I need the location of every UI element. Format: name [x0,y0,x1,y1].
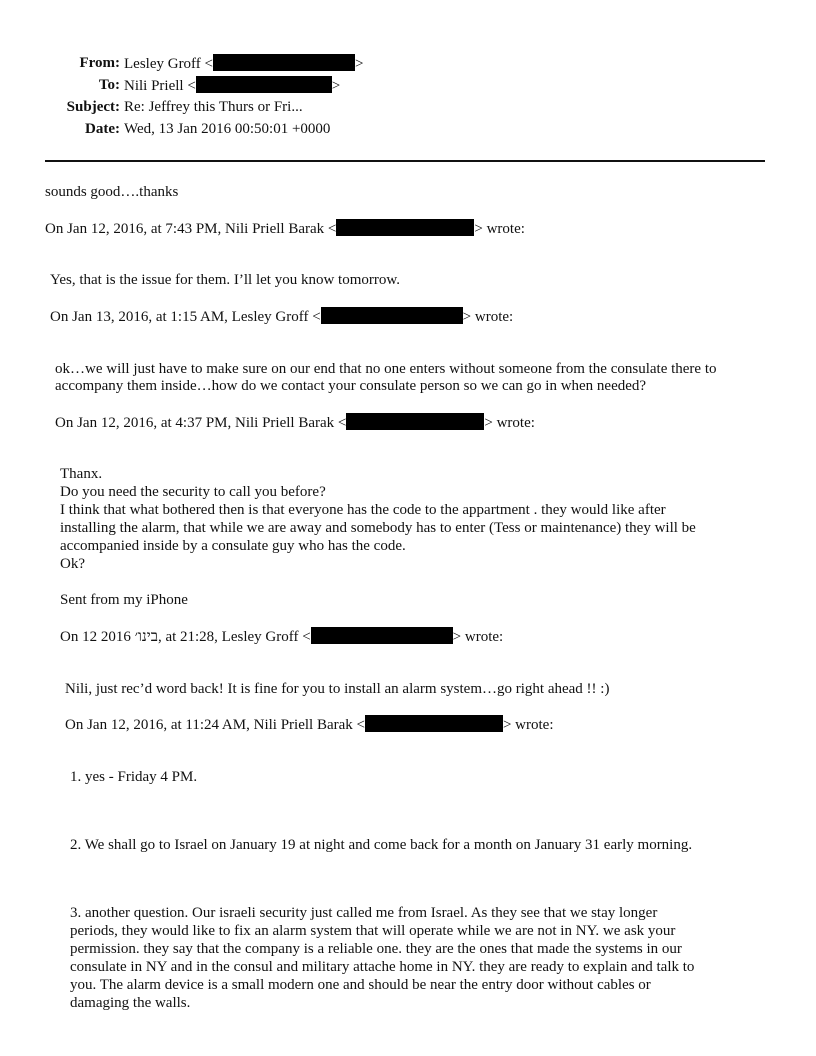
redacted-email [213,54,355,71]
from-close: > [355,56,364,72]
subject-value: Re: Jeffrey this Thurs or Fri... [124,99,303,115]
quote-attribution-text: On Jan 13, 2016, at 1:15 AM, Lesley Groff < [50,309,321,325]
quote-attribution [55,413,535,432]
quote-attribution [60,627,503,646]
numbered-item-3-line: 3. another question. Our israeli security just called me from Israel. As they see that we stay longer [70,905,658,921]
date-label: Date: [85,121,120,137]
quote-attribution-suffix: > wrote: [502,717,554,733]
quote-attribution-suffix: > wrote: [484,415,535,431]
to-value: Nili Priell < [124,78,196,94]
quoted-body-line: accompany them inside…how do we contact your consulate person so we can go in when needed? [55,378,647,394]
to-close: > [331,78,341,94]
redacted-email [311,627,453,644]
quote-attribution-text: On 12 2016 בינו׳, at 21:28, Lesley Groff < [60,629,311,645]
redacted-email [365,715,503,732]
numbered-item-1: 1. yes - Friday 4 PM. [70,769,198,785]
reply-body: sounds good….thanks [45,184,179,200]
header-divider [45,160,765,162]
from-label: From: [79,55,120,71]
quoted-body-line: I think that what bothered then is that everyone has the code to the appartment . they would like after [60,502,666,518]
redacted-email [336,219,474,236]
quote-attribution [65,715,554,734]
date-value: Wed, 13 Jan 2016 00:50:01 +0000 [124,121,331,137]
numbered-item-3-line: permission. they say that the company is a reliable one. they are the ones that made the systems in our [70,941,682,957]
quote-attribution [50,307,513,326]
quote-attribution-text: On Jan 12, 2016, at 7:43 PM, Nili Priell Barak < [45,221,337,237]
numbered-item-3-line: you. The alarm device is a small modern one and should be near the entry door without cables or [70,977,651,993]
quote-attribution-suffix: > wrote: [474,221,525,237]
numbered-item-3-line: damaging the walls. [70,995,191,1011]
quote-attribution-suffix: > wrote: [452,629,504,645]
redacted-email [346,413,484,430]
quote-attribution-suffix: > wrote: [462,309,514,325]
numbered-item-3-line: consulate in NY and in the consul and military attache home in NY. they are ready to explain and talk to [70,959,695,975]
quote-attribution-text: On Jan 12, 2016, at 4:37 PM, Nili Priell Barak < [55,415,347,431]
numbered-item-3-line: periods, they would like to fix an alarm system that will operate while we are not in NY. we ask your [70,923,676,939]
quoted-body: Nili, just rec’d word back! It is fine for you to install an alarm system…go right ahead !! :) [65,681,610,697]
quoted-body: Yes, that is the issue for them. I’ll let you know tomorrow. [50,272,400,288]
quote-attribution-text: On Jan 12, 2016, at 11:24 AM, Nili Priell Barak < [65,717,365,733]
from-value: Lesley Groff < [124,56,213,72]
quoted-body-line: Do you need the security to call you before? [60,484,326,500]
email-signature: Sent from my iPhone [60,592,188,608]
quoted-body-line: ok…we will just have to make sure on our end that no one enters without someone from the consulate there to [55,361,717,377]
quoted-body-line: installing the alarm, that while we are away and somebody has to enter (Tess or maintenance) they will be [60,520,696,536]
quoted-body-line: Ok? [60,556,85,572]
redacted-email [196,76,332,93]
quoted-body-line: Thanx. [60,466,103,482]
quoted-body-line: accompanied inside by a consulate guy who has the code. [60,538,406,554]
to-label: To: [98,77,120,93]
numbered-item-2: 2. We shall go to Israel on January 19 at night and come back for a month on January 31 early morning. [70,837,693,853]
quote-attribution [45,219,525,238]
subject-label: Subject: [66,99,120,115]
redacted-email [321,307,463,324]
